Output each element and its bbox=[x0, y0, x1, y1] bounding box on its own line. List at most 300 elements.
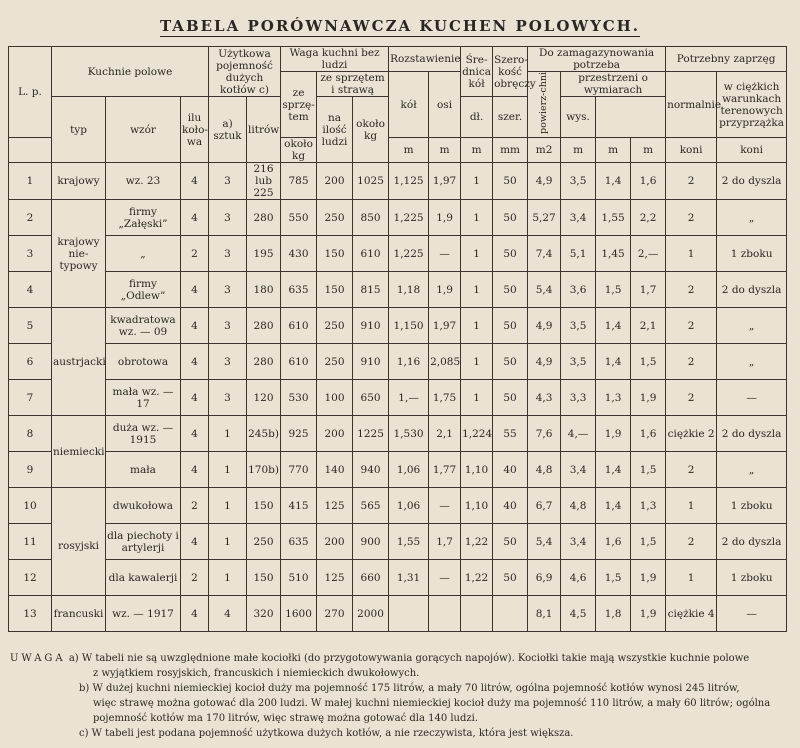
cell-wzor: kwadratowa wz. — 09 bbox=[106, 308, 181, 344]
cell-wzor: dwukołowa bbox=[106, 488, 181, 524]
cell-kg: 610 bbox=[281, 344, 317, 380]
cell-wzor: wz. 23 bbox=[106, 163, 181, 200]
cell-kol: 1,— bbox=[389, 380, 429, 416]
cell-sz: 1,4 bbox=[596, 308, 631, 344]
cell-szer: 50 bbox=[493, 560, 528, 596]
header-litrow: litrów bbox=[247, 97, 281, 163]
cell-lp: 10 bbox=[9, 488, 52, 524]
cell-sz: 1,5 bbox=[596, 560, 631, 596]
cell-ludzi: 200 bbox=[317, 524, 353, 560]
cell-kg: 430 bbox=[281, 236, 317, 272]
cell-ludzi: 100 bbox=[317, 380, 353, 416]
cell-wzor: duża wz. — 1915 bbox=[106, 416, 181, 452]
cell-kol: 1,150 bbox=[389, 308, 429, 344]
cell-norm: 2 bbox=[666, 308, 717, 344]
cell-dl: 4,— bbox=[561, 416, 596, 452]
cell-kolowa: 4 bbox=[181, 596, 209, 632]
cell-kg: 610 bbox=[281, 308, 317, 344]
cell-sz: 1,5 bbox=[596, 272, 631, 308]
cell-ciez: 2 do dyszla bbox=[717, 272, 787, 308]
cell-wys: 1,9 bbox=[631, 560, 666, 596]
cell-kg2: 610 bbox=[353, 236, 389, 272]
cell-szer: 50 bbox=[493, 380, 528, 416]
cell-kg2: 850 bbox=[353, 200, 389, 236]
cell-kg2: 1025 bbox=[353, 163, 389, 200]
cell-kg2: 660 bbox=[353, 560, 389, 596]
cell-szer: 50 bbox=[493, 308, 528, 344]
cell-ciez: „ bbox=[717, 344, 787, 380]
cell-ludzi: 140 bbox=[317, 452, 353, 488]
cell-typ: krajowy bbox=[52, 163, 106, 200]
cell-sz: 1,45 bbox=[596, 236, 631, 272]
cell-sred: 1,10 bbox=[461, 452, 493, 488]
cell-ludzi: 125 bbox=[317, 488, 353, 524]
cell-dl: 3,5 bbox=[561, 308, 596, 344]
cell-litrow: 216 lub 225 bbox=[247, 163, 281, 200]
cell-kg: 635 bbox=[281, 524, 317, 560]
header-normalnie: normalnie bbox=[666, 72, 717, 138]
cell-sztuk: 3 bbox=[209, 380, 247, 416]
header-ciezkich: w ciężkich warunkach terenowych przyprzążka bbox=[717, 72, 787, 138]
cell-dl: 3,4 bbox=[561, 524, 596, 560]
cell-osi: — bbox=[429, 236, 461, 272]
table-header bbox=[9, 47, 787, 163]
header-powierzchni: powierz-chni bbox=[528, 72, 561, 138]
cell-norm: 2 bbox=[666, 163, 717, 200]
cell-ciez: „ bbox=[717, 452, 787, 488]
cell-litrow: 280 bbox=[247, 200, 281, 236]
header-zaprzeg: Potrzebny zaprzęg bbox=[666, 47, 787, 72]
cell-osi bbox=[429, 596, 461, 632]
cell-norm: 2 bbox=[666, 200, 717, 236]
cell-lp: 12 bbox=[9, 560, 52, 596]
unit-wys: m bbox=[631, 138, 666, 163]
cell-szer: 55 bbox=[493, 416, 528, 452]
table-row bbox=[9, 596, 787, 632]
header-waga: Waga kuchni bez ludzi bbox=[281, 47, 389, 72]
header-rozstawienie: Rozstawienie bbox=[389, 47, 461, 72]
cell-lp: 2 bbox=[9, 200, 52, 236]
cell-osi: 1,77 bbox=[429, 452, 461, 488]
cell-ciez: — bbox=[717, 380, 787, 416]
cell-kolowa: 4 bbox=[181, 163, 209, 200]
cell-osi: — bbox=[429, 488, 461, 524]
cell-dl: 3,6 bbox=[561, 272, 596, 308]
cell-wzor: mała wz. — 17 bbox=[106, 380, 181, 416]
table-row bbox=[9, 272, 787, 308]
note-b1: b) W dużej kuchni niemieckiej kocioł duży ma pojemność 175 litrów, a mały 70 litrów, ogólna pojemność kotłów wynosi 245 litrów, bbox=[79, 683, 740, 694]
cell-ciez: 2 do dyszla bbox=[717, 416, 787, 452]
cell-norm: 2 bbox=[666, 272, 717, 308]
table-row bbox=[9, 452, 787, 488]
cell-kolowa: 4 bbox=[181, 200, 209, 236]
cell-pow: 4,9 bbox=[528, 163, 561, 200]
cell-litrow: 150 bbox=[247, 560, 281, 596]
cell-ciez: 2 do dyszla bbox=[717, 163, 787, 200]
cell-ludzi: 200 bbox=[317, 416, 353, 452]
cell-szer: 50 bbox=[493, 344, 528, 380]
cell-norm: 1 bbox=[666, 488, 717, 524]
cell-litrow: 170b) bbox=[247, 452, 281, 488]
cell-dl: 4,8 bbox=[561, 488, 596, 524]
cell-norm: 2 bbox=[666, 380, 717, 416]
cell-wzor: firmy „Załęski” bbox=[106, 200, 181, 236]
cell-kolowa: 2 bbox=[181, 236, 209, 272]
header-lp: L. p. bbox=[9, 47, 52, 138]
cell-kolowa: 4 bbox=[181, 452, 209, 488]
page-title: TABELA PORÓWNAWCZA KUCHEN POLOWYCH. bbox=[159, 17, 641, 35]
table-row bbox=[9, 488, 787, 524]
cell-kg: 415 bbox=[281, 488, 317, 524]
cell-wys: 1,5 bbox=[631, 452, 666, 488]
cell-typ: rosyjski bbox=[52, 488, 106, 596]
cell-dl: 4,5 bbox=[561, 596, 596, 632]
cell-osi: 1,9 bbox=[429, 200, 461, 236]
cell-norm: 1 bbox=[666, 236, 717, 272]
cell-ciez: „ bbox=[717, 308, 787, 344]
cell-typ: krajowy nie-typowy bbox=[52, 200, 106, 308]
cell-kolowa: 2 bbox=[181, 488, 209, 524]
unit-kol: m bbox=[389, 138, 429, 163]
cell-wzor: mała bbox=[106, 452, 181, 488]
cell-litrow: 280 bbox=[247, 308, 281, 344]
cell-ludzi: 250 bbox=[317, 308, 353, 344]
cell-wys: 1,3 bbox=[631, 488, 666, 524]
cell-typ: francuski bbox=[52, 596, 106, 632]
cell-sztuk: 1 bbox=[209, 452, 247, 488]
cell-szer: 50 bbox=[493, 272, 528, 308]
cell-wzor: „ bbox=[106, 236, 181, 272]
unit-ciezkich: koni bbox=[717, 138, 787, 163]
cell-sred: 1 bbox=[461, 344, 493, 380]
unit-szer: m bbox=[596, 138, 631, 163]
header-kol: kół bbox=[389, 72, 429, 138]
cell-sztuk: 4 bbox=[209, 596, 247, 632]
cell-pow: 4,8 bbox=[528, 452, 561, 488]
cell-sztuk: 3 bbox=[209, 236, 247, 272]
cell-dl: 3,5 bbox=[561, 163, 596, 200]
table-row bbox=[9, 200, 787, 236]
cell-kg2: 815 bbox=[353, 272, 389, 308]
cell-litrow: 150 bbox=[247, 488, 281, 524]
cell-pow: 4,9 bbox=[528, 344, 561, 380]
cell-osi: 1,75 bbox=[429, 380, 461, 416]
cell-dl: 3,4 bbox=[561, 452, 596, 488]
cell-szer: 50 bbox=[493, 200, 528, 236]
header-przestrzeni: przestrzeni o wymiarach bbox=[561, 72, 666, 97]
cell-sz: 1,4 bbox=[596, 344, 631, 380]
cell-norm: 2 bbox=[666, 452, 717, 488]
cell-wys: 2,1 bbox=[631, 308, 666, 344]
table-row bbox=[9, 416, 787, 452]
unit-normalnie: koni bbox=[666, 138, 717, 163]
cell-osi: 1,97 bbox=[429, 163, 461, 200]
cell-litrow: 120 bbox=[247, 380, 281, 416]
cell-kg: 635 bbox=[281, 272, 317, 308]
header-szerokosc: Szero-kość obręczy bbox=[493, 47, 528, 97]
cell-sztuk: 3 bbox=[209, 272, 247, 308]
cell-kg: 510 bbox=[281, 560, 317, 596]
cell-wzor: obrotowa bbox=[106, 344, 181, 380]
cell-sred: 1,224 bbox=[461, 416, 493, 452]
cell-litrow: 195 bbox=[247, 236, 281, 272]
header-okolo-kg2: około kg bbox=[353, 97, 389, 163]
table-body bbox=[9, 163, 787, 632]
cell-ludzi: 150 bbox=[317, 272, 353, 308]
header-ze-sprzetem: ze sprzę-tem bbox=[281, 72, 317, 138]
cell-kg2: 940 bbox=[353, 452, 389, 488]
cell-sred: 1,22 bbox=[461, 560, 493, 596]
cell-sz: 1,55 bbox=[596, 200, 631, 236]
unit-srednica: m bbox=[461, 138, 493, 163]
cell-szer: 40 bbox=[493, 488, 528, 524]
cell-wys: 1,6 bbox=[631, 416, 666, 452]
cell-litrow: 250 bbox=[247, 524, 281, 560]
cell-kg2: 900 bbox=[353, 524, 389, 560]
cell-kg: 530 bbox=[281, 380, 317, 416]
cell-litrow: 320 bbox=[247, 596, 281, 632]
cell-lp: 13 bbox=[9, 596, 52, 632]
cell-kolowa: 4 bbox=[181, 380, 209, 416]
cell-sz: 1,8 bbox=[596, 596, 631, 632]
cell-dl: 3,5 bbox=[561, 344, 596, 380]
header-okolo-kg: około kg bbox=[281, 138, 317, 163]
cell-ludzi: 250 bbox=[317, 344, 353, 380]
cell-sred: 1 bbox=[461, 272, 493, 308]
cell-pow: 5,4 bbox=[528, 272, 561, 308]
cell-pow: 5,27 bbox=[528, 200, 561, 236]
cell-kg2: 565 bbox=[353, 488, 389, 524]
cell-pow: 7,4 bbox=[528, 236, 561, 272]
cell-lp: 5 bbox=[9, 308, 52, 344]
cell-sred: 1 bbox=[461, 308, 493, 344]
cell-kolowa: 4 bbox=[181, 344, 209, 380]
cell-wys: 1,9 bbox=[631, 596, 666, 632]
cell-norm: 2 bbox=[666, 524, 717, 560]
note-c1: c) W tabeli jest podana pojemność użytkowa dużych kotłów, a nie rzeczywista, która jest większa. bbox=[79, 728, 574, 739]
cell-kol: 1,16 bbox=[389, 344, 429, 380]
cell-szer bbox=[493, 596, 528, 632]
cell-sred: 1,10 bbox=[461, 488, 493, 524]
cell-sztuk: 1 bbox=[209, 560, 247, 596]
notes-label: UWAGA bbox=[10, 653, 66, 664]
cell-sztuk: 3 bbox=[209, 163, 247, 200]
cell-kol: 1,125 bbox=[389, 163, 429, 200]
cell-szer: 50 bbox=[493, 163, 528, 200]
header-dl: dł. bbox=[461, 97, 493, 138]
cell-kolowa: 4 bbox=[181, 272, 209, 308]
cell-osi: 1,97 bbox=[429, 308, 461, 344]
cell-sztuk: 1 bbox=[209, 524, 247, 560]
cell-ludzi: 150 bbox=[317, 236, 353, 272]
cell-kol: 1,06 bbox=[389, 488, 429, 524]
cell-lp: 7 bbox=[9, 380, 52, 416]
cell-pow: 6,7 bbox=[528, 488, 561, 524]
cell-pow: 8,1 bbox=[528, 596, 561, 632]
cell-dl: 5,1 bbox=[561, 236, 596, 272]
cell-sred: 1 bbox=[461, 200, 493, 236]
cell-lp: 1 bbox=[9, 163, 52, 200]
note-b3: pojemność kotłów ma 170 litrów, więc strawę można gotować dla 140 ludzi. bbox=[93, 713, 479, 724]
cell-wys: 1,6 bbox=[631, 163, 666, 200]
header-uzytkowa: Użytkowa pojemność dużych kotłów c) bbox=[209, 47, 281, 97]
cell-kol: 1,18 bbox=[389, 272, 429, 308]
cell-wys: 1,5 bbox=[631, 344, 666, 380]
cell-sztuk: 1 bbox=[209, 416, 247, 452]
header-na-ilosc: na ilość ludzi bbox=[317, 97, 353, 163]
cell-kolowa: 4 bbox=[181, 416, 209, 452]
cell-litrow: 245b) bbox=[247, 416, 281, 452]
header-ze-sprzetem-strawa: ze sprzętem i strawą bbox=[317, 72, 389, 97]
cell-kol bbox=[389, 596, 429, 632]
table-row bbox=[9, 163, 787, 200]
cell-lp: 4 bbox=[9, 272, 52, 308]
cell-osi: 1,7 bbox=[429, 524, 461, 560]
table-row bbox=[9, 380, 787, 416]
cell-wzor: dla kawalerji bbox=[106, 560, 181, 596]
header-wzor: wzór bbox=[106, 97, 181, 163]
cell-kolowa: 4 bbox=[181, 308, 209, 344]
table-row bbox=[9, 236, 787, 272]
cell-wzor: dla piechoty i artylerji bbox=[106, 524, 181, 560]
cell-ciez: 1 zboku bbox=[717, 236, 787, 272]
cell-pow: 4,9 bbox=[528, 308, 561, 344]
header-ilu-kolowa: ilu koło-wa bbox=[181, 97, 209, 163]
cell-ciez: 2 do dyszla bbox=[717, 524, 787, 560]
table-row bbox=[9, 308, 787, 344]
note-a1: a) W tabeli nie są uwzględnione małe kociołki (do przygotowywania gorących napojów). Kociołki takie mają wszystkie kuchnie polowe bbox=[68, 653, 750, 664]
cell-kg2: 2000 bbox=[353, 596, 389, 632]
unit-osi: m bbox=[429, 138, 461, 163]
cell-dl: 4,6 bbox=[561, 560, 596, 596]
header-kuchnie: Kuchnie polowe bbox=[52, 47, 209, 97]
cell-sztuk: 3 bbox=[209, 344, 247, 380]
cell-szer: 50 bbox=[493, 236, 528, 272]
cell-kol: 1,55 bbox=[389, 524, 429, 560]
cell-kol: 1,31 bbox=[389, 560, 429, 596]
cell-sred bbox=[461, 596, 493, 632]
cell-wys: 1,9 bbox=[631, 380, 666, 416]
cell-lp: 3 bbox=[9, 236, 52, 272]
header-szer: szer. bbox=[493, 97, 528, 138]
cell-sz: 1,3 bbox=[596, 380, 631, 416]
cell-dl: 3,4 bbox=[561, 200, 596, 236]
cell-kol: 1,530 bbox=[389, 416, 429, 452]
unit-szerokosc: mm bbox=[493, 138, 528, 163]
cell-sred: 1 bbox=[461, 236, 493, 272]
cell-sz: 1,4 bbox=[596, 452, 631, 488]
cell-sz: 1,6 bbox=[596, 524, 631, 560]
cell-kg2: 650 bbox=[353, 380, 389, 416]
cell-kg: 770 bbox=[281, 452, 317, 488]
cell-sz: 1,9 bbox=[596, 416, 631, 452]
cell-sred: 1 bbox=[461, 380, 493, 416]
header-a-sztuk: a) sztuk bbox=[209, 97, 247, 163]
cell-norm: 1 bbox=[666, 560, 717, 596]
cell-ludzi: 250 bbox=[317, 200, 353, 236]
cell-kg2: 910 bbox=[353, 344, 389, 380]
cell-wys: 2,— bbox=[631, 236, 666, 272]
header-wys: wys. bbox=[561, 97, 596, 138]
cell-wys: 1,5 bbox=[631, 524, 666, 560]
cell-kolowa: 4 bbox=[181, 524, 209, 560]
cell-pow: 4,3 bbox=[528, 380, 561, 416]
cell-typ: niemiecki bbox=[52, 416, 106, 488]
cell-dl: 3,3 bbox=[561, 380, 596, 416]
cell-litrow: 280 bbox=[247, 344, 281, 380]
table-row bbox=[9, 524, 787, 560]
unit-powierzchni: m2 bbox=[528, 138, 561, 163]
cell-wzor: firmy „Odlew” bbox=[106, 272, 181, 308]
comparison-table bbox=[8, 46, 787, 632]
cell-litrow: 180 bbox=[247, 272, 281, 308]
cell-wzor: wz. — 1917 bbox=[106, 596, 181, 632]
cell-kg: 785 bbox=[281, 163, 317, 200]
cell-kg: 550 bbox=[281, 200, 317, 236]
cell-kol: 1,225 bbox=[389, 200, 429, 236]
cell-kg: 1600 bbox=[281, 596, 317, 632]
cell-ciez: 1 zboku bbox=[717, 488, 787, 524]
cell-kg2: 910 bbox=[353, 308, 389, 344]
cell-szer: 50 bbox=[493, 524, 528, 560]
cell-lp: 6 bbox=[9, 344, 52, 380]
cell-osi: 2,085 bbox=[429, 344, 461, 380]
cell-wys: 1,7 bbox=[631, 272, 666, 308]
cell-szer: 40 bbox=[493, 452, 528, 488]
cell-kg: 925 bbox=[281, 416, 317, 452]
table-row bbox=[9, 344, 787, 380]
cell-ludzi: 200 bbox=[317, 163, 353, 200]
cell-ciez: — bbox=[717, 596, 787, 632]
cell-wys: 2,2 bbox=[631, 200, 666, 236]
cell-pow: 6,9 bbox=[528, 560, 561, 596]
header-typ: typ bbox=[52, 97, 106, 163]
cell-sztuk: 1 bbox=[209, 488, 247, 524]
cell-pow: 7,6 bbox=[528, 416, 561, 452]
unit-dl: m bbox=[561, 138, 596, 163]
cell-typ: austrjacki bbox=[52, 308, 106, 416]
header-zamagazynowania: Do zamagazynowania potrzeba bbox=[528, 47, 666, 72]
cell-kg2: 1225 bbox=[353, 416, 389, 452]
header-srednica: Śre-dnica kół bbox=[461, 47, 493, 97]
cell-ludzi: 270 bbox=[317, 596, 353, 632]
note-b2: więc strawę można gotować dla 200 ludzi. W małej kuchni niemieckiej kocioł duży ma pojemność 110 litrów, a mały 60 litrów; ogólna bbox=[93, 698, 771, 709]
cell-sred: 1 bbox=[461, 163, 493, 200]
cell-sztuk: 3 bbox=[209, 200, 247, 236]
table-row bbox=[9, 560, 787, 596]
cell-sz: 1,4 bbox=[596, 488, 631, 524]
cell-norm: ciężkie 2 bbox=[666, 416, 717, 452]
cell-osi: — bbox=[429, 560, 461, 596]
cell-osi: 2,1 bbox=[429, 416, 461, 452]
cell-ludzi: 125 bbox=[317, 560, 353, 596]
cell-lp: 8 bbox=[9, 416, 52, 452]
cell-norm: ciężkie 4 bbox=[666, 596, 717, 632]
cell-kolowa: 2 bbox=[181, 560, 209, 596]
note-a2: z wyjątkiem rosyjskich, francuskich i niemieckich dwukołowych. bbox=[93, 668, 420, 679]
header-osi: osi bbox=[429, 72, 461, 138]
cell-ciez: 1 zboku bbox=[717, 560, 787, 596]
cell-osi: 1,9 bbox=[429, 272, 461, 308]
cell-sztuk: 3 bbox=[209, 308, 247, 344]
header-empty bbox=[9, 138, 52, 163]
cell-sred: 1,22 bbox=[461, 524, 493, 560]
cell-lp: 11 bbox=[9, 524, 52, 560]
cell-kol: 1,225 bbox=[389, 236, 429, 272]
cell-ciez: „ bbox=[717, 200, 787, 236]
cell-lp: 9 bbox=[9, 452, 52, 488]
cell-kol: 1,06 bbox=[389, 452, 429, 488]
